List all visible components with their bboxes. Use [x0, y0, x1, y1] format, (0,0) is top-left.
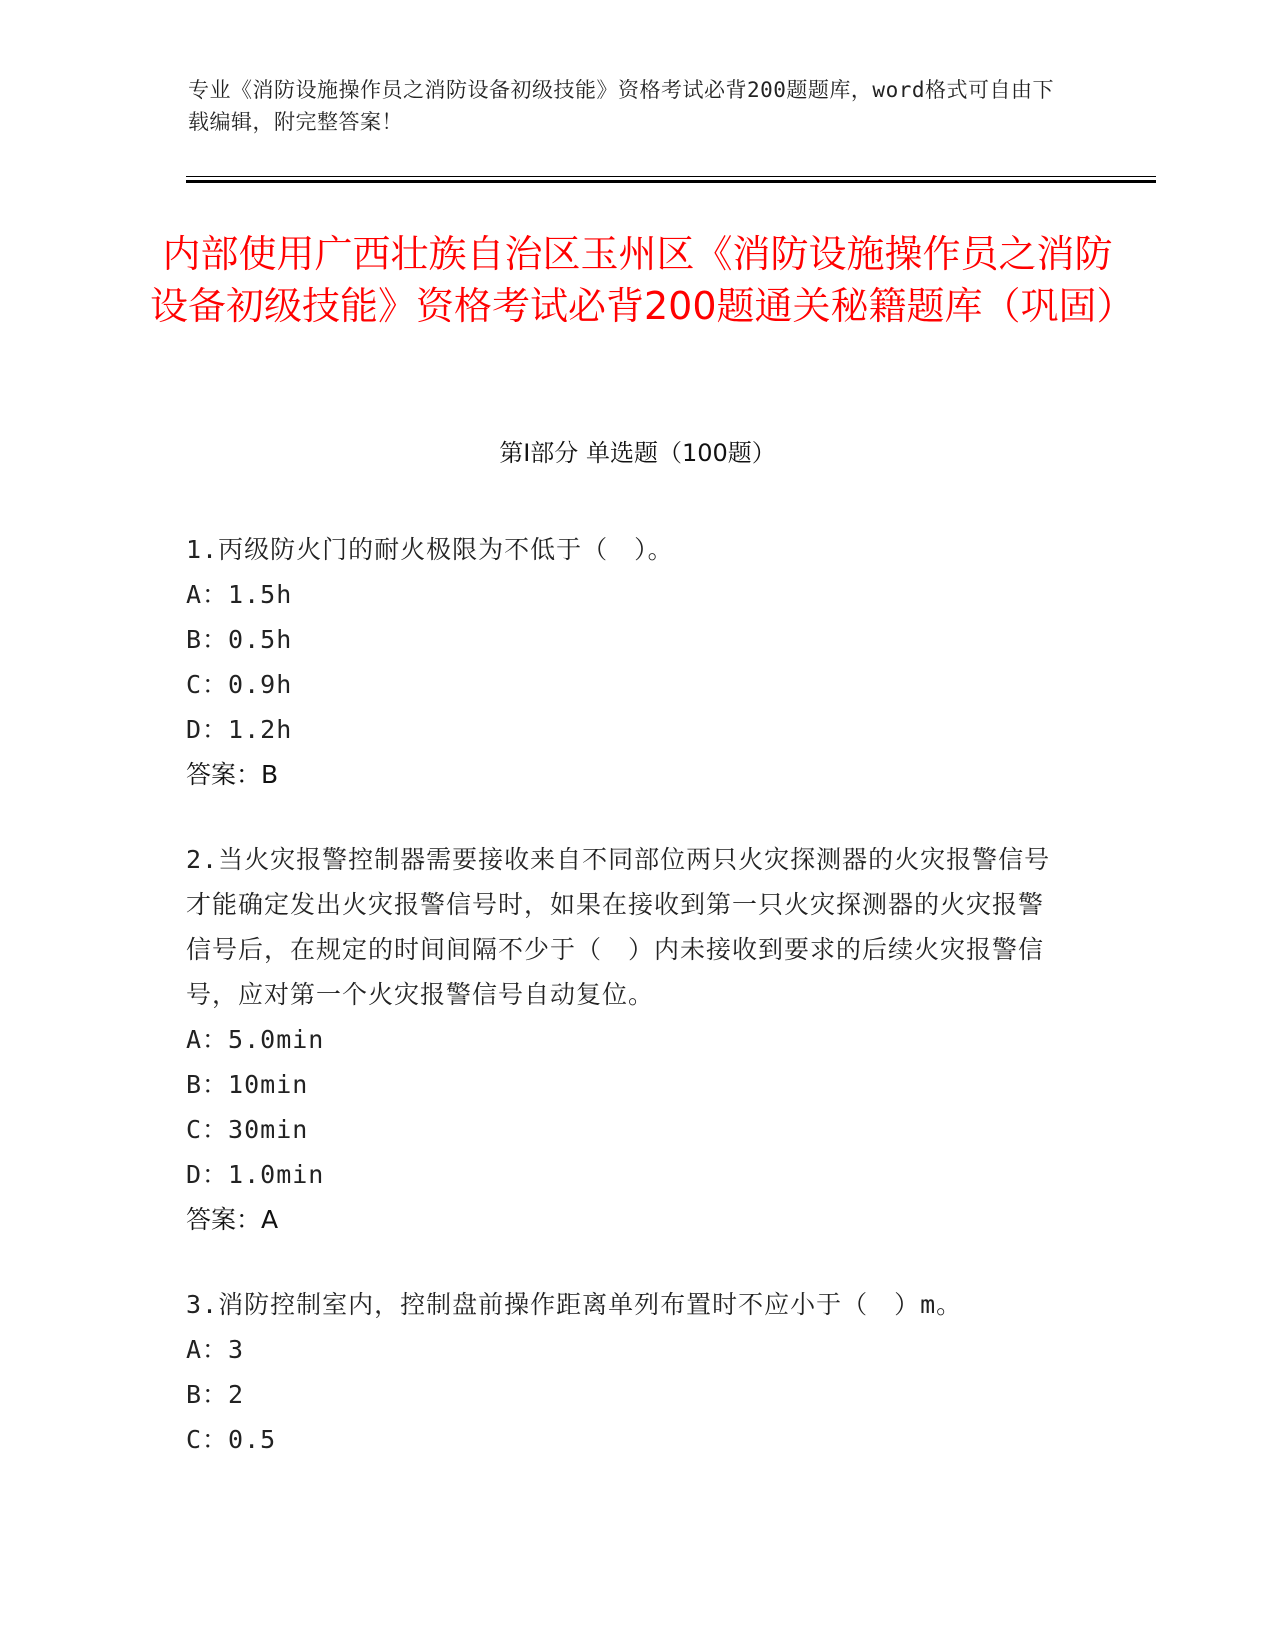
question-stem: 2.当火灾报警控制器需要接收来自不同部位两只火灾探测器的火灾报警信号才能确定发出火灾报警信号时，如果在接收到第一只火灾探测器的火灾报警信号后，在规定的时间间隔不少于（ ）内未接收到要求的后续火灾报警信号，应对第一个火灾报警信号自动复位。	[186, 845, 1051, 1009]
option-c: C：0.5	[186, 1425, 277, 1454]
question-stem: 3.消防控制室内，控制盘前操作距离单列布置时不应小于（ ）m。	[186, 1290, 963, 1319]
option-b: B：0.5h	[186, 625, 293, 654]
header-divider-thick	[186, 180, 1156, 183]
question-1	[186, 527, 1066, 797]
section-heading: 第Ⅰ部分 单选题（100题）	[499, 439, 776, 467]
document-title: 内部使用广西壮族自治区玉州区《消防设施操作员之消防设备初级技能》资格考试必背200题通关秘籍题库（巩固）	[150, 232, 1135, 328]
option-b: B：2	[186, 1380, 245, 1409]
question-stem: 1.丙级防火门的耐火极限为不低于（ ）。	[186, 535, 674, 564]
header-divider-thin	[186, 176, 1156, 177]
option-d: D：1.0min	[186, 1160, 325, 1189]
header-note: 专业《消防设施操作员之消防设备初级技能》资格考试必背200题题库，word格式可自由下载编辑，附完整答案！	[188, 78, 1054, 134]
option-c: C：0.9h	[186, 670, 293, 699]
option-d: D：1.2h	[186, 715, 293, 744]
question-list	[186, 527, 1066, 1502]
option-a: A：3	[186, 1335, 245, 1364]
answer-line: 答案：A	[186, 1205, 279, 1234]
option-b: B：10min	[186, 1070, 309, 1099]
option-a: A：1.5h	[186, 580, 293, 609]
question-3	[186, 1282, 1066, 1462]
question-2	[186, 837, 1066, 1242]
option-a: A：5.0min	[186, 1025, 325, 1054]
answer-line: 答案：B	[186, 760, 279, 789]
option-c: C：30min	[186, 1115, 309, 1144]
